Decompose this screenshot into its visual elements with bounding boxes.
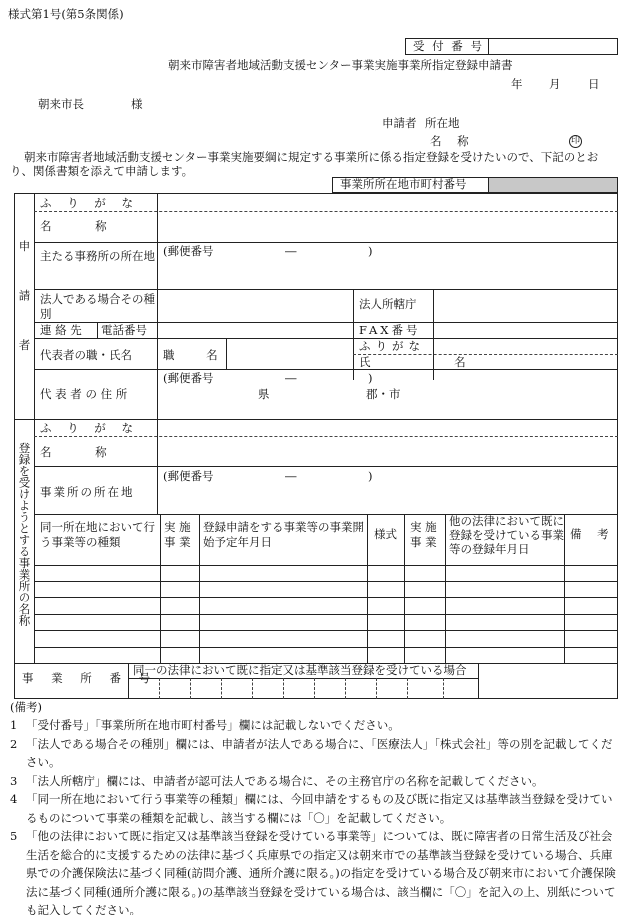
rep-title-label: 職 名 [163,348,232,362]
main-office-postal-close: ) [368,244,373,258]
rep-address-prefecture: 県 [258,387,270,401]
rep-address-field[interactable] [158,400,617,418]
col-implemented: 実 施 事 業 [164,520,191,549]
seal-icon: 印 [570,136,580,146]
facility-name-label: 名 称 [40,445,127,459]
table-row[interactable] [34,647,618,648]
facility-furigana-label: ふ り が な [40,421,139,435]
rep-name-label: 氏 名 [359,355,506,369]
col-implemented-2: 実 施 事 業 [410,520,437,549]
facility-furigana-field[interactable] [158,420,617,435]
table-row[interactable] [34,630,618,631]
rep-title-field[interactable] [227,339,352,368]
facility-location-field[interactable] [158,486,617,513]
intro-line-1: 朝来市障害者地域活動支援センター事業実施要綱に規定する事業所に係る指定登録を受けたいので、下記のとお [24,150,599,164]
corp-type-label: 法人である場合その種別 [40,292,155,321]
main-office-postal-dash: ― [285,244,297,258]
corp-type-field[interactable] [158,290,353,321]
main-office-label: 主たる事務所の所在地 [40,249,155,263]
contact-label: 連 絡 先 [40,323,82,337]
rep-title-name-label: 代表者の職・氏名 [40,348,132,362]
day-label: 日 [588,77,600,91]
table-row[interactable] [34,581,618,582]
facility-postal-close: ) [368,469,373,483]
applicant-furigana-field[interactable] [158,194,617,210]
note-item: 3 「法人所轄庁」欄には、申請者が認可法人である場合に、その主務官庁の名称を記載してください。 [10,773,544,788]
addressee: 朝来市長 [38,97,84,111]
fax-label: FAX番号 [359,323,421,337]
applicant-name-label: 名 称 [430,134,475,148]
applicant-side-label: 申請者 [17,240,32,389]
applicant-label: 申請者 [382,116,417,130]
facility-postal-dash: ― [285,469,297,483]
month-label: 月 [549,77,561,91]
phone-field[interactable] [158,323,353,337]
col-form: 様式 [374,527,397,541]
same-law-label: 同一の法律において既に指定又は基準該当登録を受けている場合 [133,663,467,677]
city-number-label: 事業所所在地市町村番号 [340,177,467,191]
corp-authority-label: 法人所轄庁 [359,297,417,311]
note-item: 4 「同一所在地において行う事業等の種類」欄には、今回申請をするもの及び既に指定又は基準該当登録を受けているものについて事業の種類を記載し、該当する欄には「〇」を記載してください。 [10,792,613,825]
facility-name-field[interactable] [158,437,617,465]
city-number-field[interactable] [488,178,617,192]
main-office-postal: (郵便番号 [163,244,214,258]
facility-location-label: 事業所の所在地 [40,485,135,499]
main-office-field[interactable] [158,260,617,288]
applicant-address-label: 所在地 [425,116,460,130]
rep-address-postal-close: ) [368,371,373,385]
col-start-date: 登録申請をする事業等の事業開始予定年月日 [203,520,364,549]
applicant-name-field[interactable] [158,212,617,241]
notes-heading: (備考) [10,700,42,714]
col-business-type: 同一所在地において行う事業等の種類 [40,520,155,549]
office-number-field[interactable] [129,679,477,698]
note-item: 2 「法人である場合その種別」欄には、申請者が法人である場合に、「医療法人」「株式会社」等の別を記載してください。 [10,736,613,769]
intro-line-2: り、関係書類を添えて申請します。 [10,164,194,178]
note-item: 1 「受付番号」「事業所所在地市町村番号」欄には記載しないでください。 [10,718,400,732]
form-number: 様式第1号(第5条関係) [8,7,124,21]
corp-authority-field[interactable] [434,290,617,321]
receipt-number-label: 受 付 番 号 [413,39,484,53]
table-row[interactable] [34,597,618,598]
office-number-label: 事 業 所 番 号 [22,671,158,685]
rep-address-postal-dash: ― [285,371,297,385]
addressee-suffix: 様 [131,97,143,111]
col-other-law: 他の法律において既に登録を受けている事業等の登録年月日 [449,514,564,556]
phone-label: 電話番号 [101,323,147,337]
fax-field[interactable] [434,323,617,337]
note-item: 5 「他の法律において既に指定又は基準該当登録を受けている事業等」については、既に障害者の日常生活及び社会生活を総合的に支援するための法律に基づく兵庫県での指定又は朝来市での基準該当登録を受けている場合、兵庫県での介護保険法に基づく同種(訪問介護、通所介護に限る。)の指定を受けている場合及び朝来市において介護保険法に基づく同種(通所介護に限る。)の基準該当登録を受けている場合は、該当欄に「〇」を記入の上、別紙についても記入してください。 [10,829,616,915]
rep-name-field[interactable] [434,339,617,368]
applicant-furigana-label: ふ り が な [40,196,139,210]
receipt-number-field[interactable] [489,39,617,54]
applicant-name-row-label: 名 称 [40,219,127,233]
rep-address-postal: (郵便番号 [163,371,214,385]
table-row[interactable] [34,614,618,615]
rep-address-label: 代 表 者 の 住 所 [40,387,128,401]
page-title: 朝来市障害者地域活動支援センター事業実施事業所指定登録申請書 [168,58,513,72]
rep-address-county-city: 郡・市 [366,387,401,401]
year-label: 年 [511,77,523,91]
facility-postal: (郵便番号 [163,469,214,483]
rep-furigana-label: ふりがな [359,339,425,353]
notes-list [10,716,618,915]
col-remarks: 備 考 [570,527,615,541]
facility-side-label: 登録を受けようとする事業所の名称 [17,442,32,626]
